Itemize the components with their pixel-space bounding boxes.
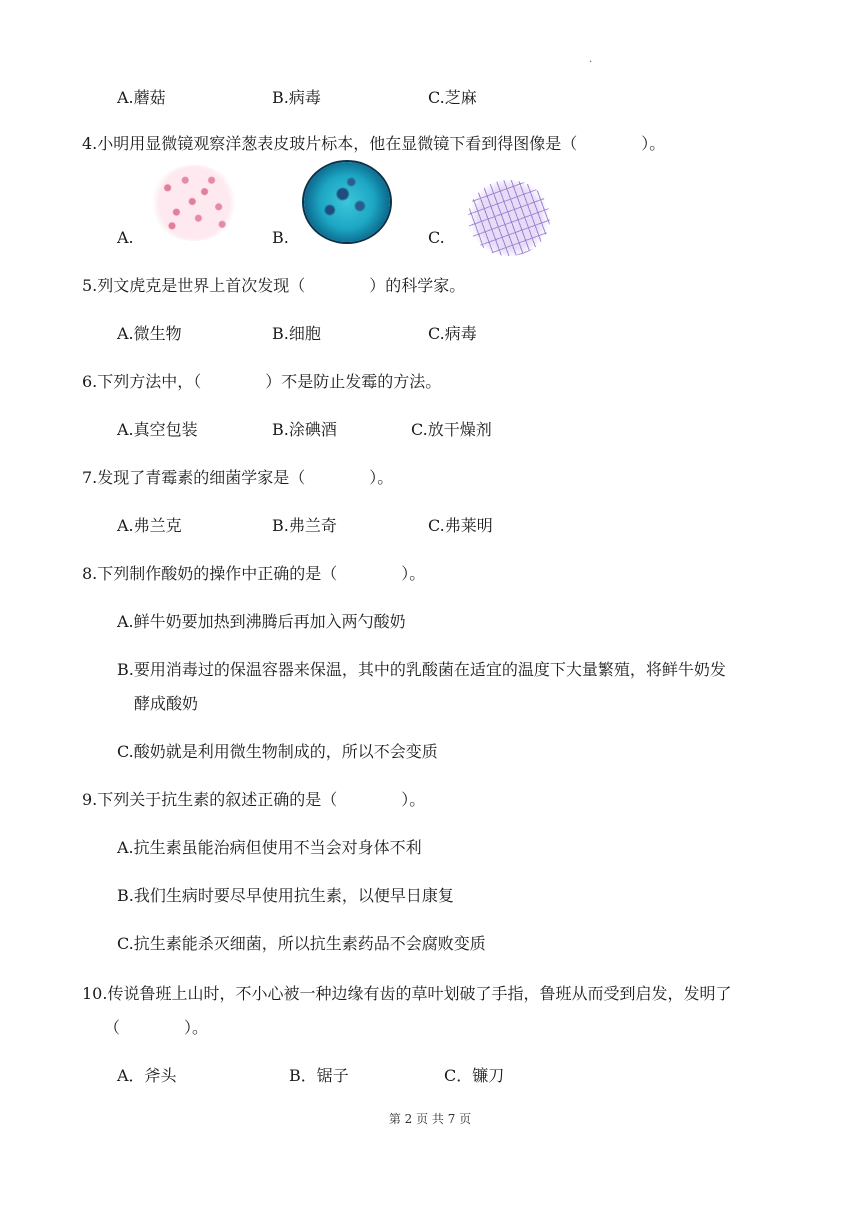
- q7-stem: 7.发现了青霉素的细菌学家是（ ）。: [82, 468, 394, 487]
- q5-option-c: C.病毒: [428, 324, 477, 343]
- q4-option-b: B.: [272, 228, 289, 247]
- q9-option-c: C.抗生素能杀灭细菌，所以抗生素药品不会腐败变质: [117, 934, 486, 953]
- q6-stem: 6.下列方法中，（ ）不是防止发霉的方法。: [82, 372, 442, 391]
- q5-stem: 5.列文虎克是世界上首次发现（ ）的科学家。: [82, 276, 466, 295]
- q6-option-c: C.放干燥剂: [411, 420, 492, 439]
- q8-option-c: C.酸奶就是利用微生物制成的，所以不会变质: [117, 742, 438, 761]
- q6-option-a: A.真空包装: [117, 420, 198, 439]
- q9-stem: 9.下列关于抗生素的叙述正确的是（ ）。: [82, 790, 426, 809]
- q10-stem-line2: （ ）。: [104, 1018, 209, 1037]
- q3-option-c: C.芝麻: [428, 88, 477, 107]
- q9-option-a: A.抗生素虽能治病但使用不当会对身体不利: [117, 838, 422, 857]
- q5-option-a: A.微生物: [117, 324, 182, 343]
- q7-option-c: C.弗莱明: [428, 516, 493, 535]
- q9-option-b: B.我们生病时要尽早使用抗生素，以便早日康复: [117, 886, 454, 905]
- q4-option-a: A.: [117, 228, 134, 247]
- q8-stem: 8.下列制作酸奶的操作中正确的是（ ）。: [82, 564, 426, 583]
- q8-option-b-line1: B.要用消毒过的保温容器来保温，其中的乳酸菌在适宜的温度下大量繁殖，将鲜牛奶发: [117, 660, 726, 679]
- q6-option-b: B.涂碘酒: [272, 420, 337, 439]
- header-dot: .: [589, 54, 593, 65]
- q7-option-a: A.弗兰克: [117, 516, 182, 535]
- q8-option-b-line2: 酵成酸奶: [134, 694, 199, 713]
- q4-image-c: [468, 180, 550, 256]
- q10-option-b: B．锯子: [289, 1066, 349, 1085]
- q3-option-b: B.病毒: [272, 88, 321, 107]
- q10-option-c: C．镰刀: [444, 1066, 505, 1085]
- q5-option-b: B.细胞: [272, 324, 321, 343]
- q4-image-b: [304, 162, 390, 242]
- q4-stem: 4.小明用显微镜观察洋葱表皮玻片标本，他在显微镜下看到得图像是（ ）。: [82, 134, 666, 153]
- q10-stem-line1: 10.传说鲁班上山时，不小心被一种边缘有齿的草叶划破了手指，鲁班从而受到启发，发明了: [82, 984, 732, 1003]
- q7-option-b: B.弗兰奇: [272, 516, 337, 535]
- q8-option-a: A.鲜牛奶要加热到沸腾后再加入两勺酸奶: [117, 612, 406, 631]
- q10-option-a: A．斧头: [117, 1066, 177, 1085]
- q3-option-a: A.蘑菇: [117, 88, 166, 107]
- q4-image-a: [150, 165, 238, 241]
- q4-option-c: C.: [428, 228, 445, 247]
- page-footer: 第 2 页 共 7 页: [388, 1112, 472, 1126]
